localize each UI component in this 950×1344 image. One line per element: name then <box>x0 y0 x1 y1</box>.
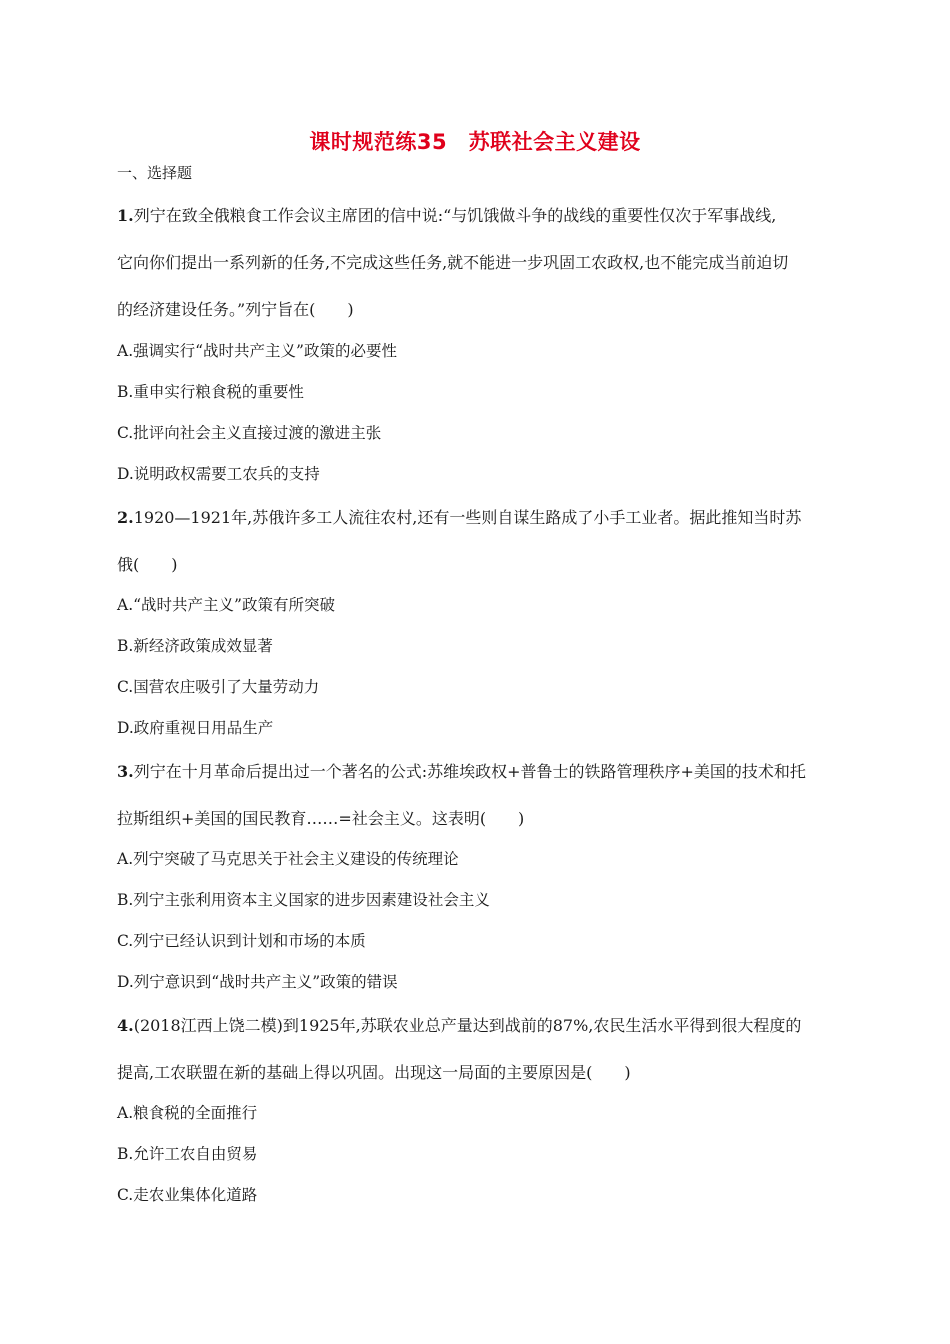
question-1-option-a: A.强调实行“战时共产主义”政策的必要性 <box>117 342 397 360</box>
question-2-line-2: 俄( ) <box>117 555 178 574</box>
question-1-option-c: C.批评向社会主义直接过渡的激进主张 <box>117 424 382 442</box>
question-4-line-2: 提高,工农联盟在新的基础上得以巩固。出现这一局面的主要原因是( ) <box>117 1063 631 1082</box>
question-text: (2018江西上饶二模)到1925年,苏联农业总产量达到战前的87%,农民生活水平得到很大程度的 <box>133 1016 802 1035</box>
question-4-option-a: A.粮食税的全面推行 <box>117 1104 258 1122</box>
question-1-option-b: B.重申实行粮食税的重要性 <box>117 383 304 401</box>
question-2-option-c: C.国营农庄吸引了大量劳动力 <box>117 678 320 696</box>
question-number: 3. <box>117 762 134 781</box>
question-2-option-d: D.政府重视日用品生产 <box>117 719 274 737</box>
section-heading: 一、选择题 <box>117 164 193 182</box>
question-3-line-1 <box>117 759 806 782</box>
question-3-option-d: D.列宁意识到“战时共产主义”政策的错误 <box>117 973 398 991</box>
question-1-line-3: 的经济建设任务。”列宁旨在( ) <box>117 300 354 319</box>
question-text: 1920—1921年,苏俄许多工人流往农村,还有一些则自谋生路成了小手工业者。据此推知当时苏 <box>133 508 802 527</box>
question-4-line-1 <box>117 1013 801 1036</box>
question-3-option-a: A.列宁突破了马克思关于社会主义建设的传统理论 <box>117 850 459 868</box>
question-3-line-2: 拉斯组织+美国的国民教育……=社会主义。这表明( ) <box>117 809 525 828</box>
question-text: 列宁在十月革命后提出过一个著名的公式:苏维埃政权+普鲁士的铁路管理秩序+美国的技术和托 <box>133 762 806 781</box>
question-number: 1. <box>117 206 134 225</box>
question-1-line-2: 它向你们提出一系列新的任务,不完成这些任务,就不能进一步巩固工农政权,也不能完成当前迫切 <box>117 253 789 272</box>
question-3-option-b: B.列宁主张利用资本主义国家的进步因素建设社会主义 <box>117 891 490 909</box>
question-number: 4. <box>117 1016 134 1035</box>
question-text: 列宁在致全俄粮食工作会议主席团的信中说:“与饥饿做斗争的战线的重要性仅次于军事战线, <box>133 206 777 225</box>
question-number: 2. <box>117 508 134 527</box>
question-4-option-c: C.走农业集体化道路 <box>117 1186 258 1204</box>
question-2-line-1 <box>117 505 801 528</box>
question-4-option-b: B.允许工农自由贸易 <box>117 1145 258 1163</box>
question-1-line-1 <box>117 203 776 226</box>
question-1-option-d: D.说明政权需要工农兵的支持 <box>117 465 320 483</box>
question-2-option-a: A.“战时共产主义”政策有所突破 <box>117 596 335 614</box>
page-title: 课时规范练35 苏联社会主义建设 <box>309 130 641 154</box>
question-2-option-b: B.新经济政策成效显著 <box>117 637 273 655</box>
question-3-option-c: C.列宁已经认识到计划和市场的本质 <box>117 932 366 950</box>
